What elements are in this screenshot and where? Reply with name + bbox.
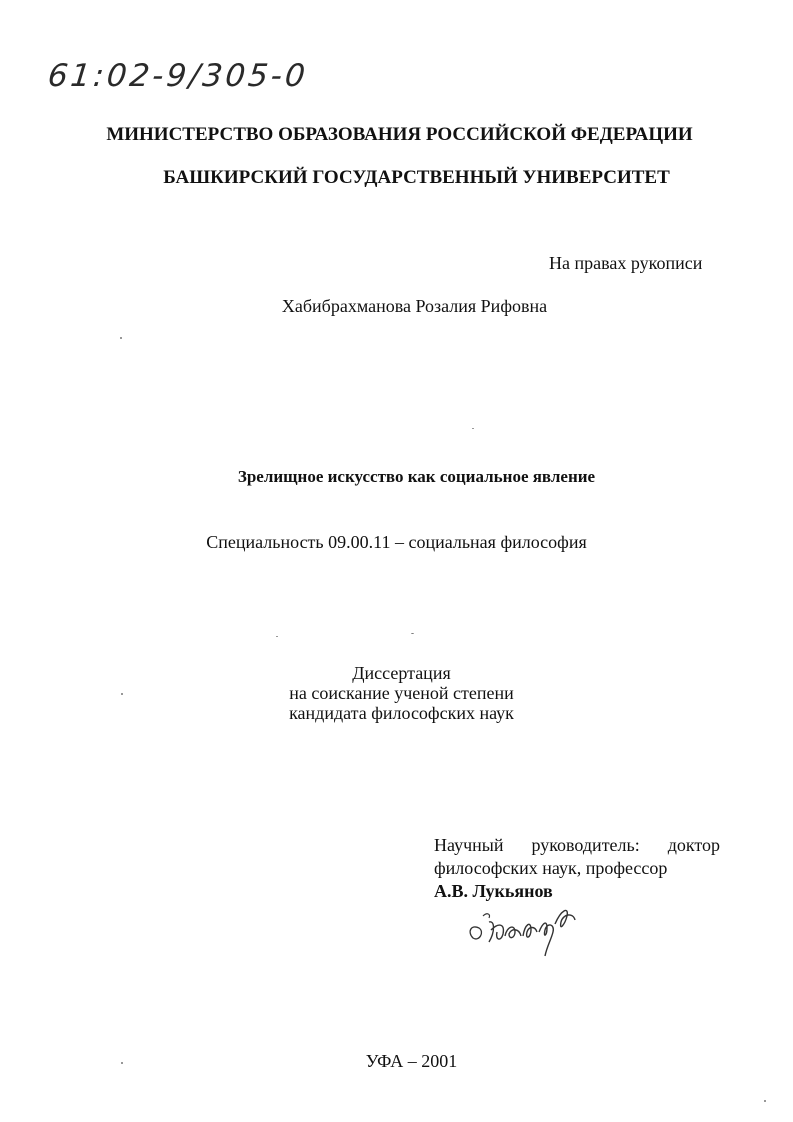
rights-note: На правах рукописи [549, 253, 703, 273]
university-heading: БАШКИРСКИЙ ГОСУДАРСТВЕННЫЙ УНИВЕРСИТЕТ [163, 167, 670, 188]
dissertation-degree-block [0, 663, 793, 723]
scan-speck [472, 428, 474, 429]
author-name: Хабибрахманова Розалия Рифовна [281, 296, 548, 316]
handwritten-signature [465, 902, 590, 964]
scan-speck [121, 1062, 123, 1064]
supervisor-block [434, 834, 720, 903]
scan-speck [121, 693, 123, 695]
dissertation-title: Зрелищное искусство как социальное явление [237, 467, 596, 486]
supervisor-role: Научный руководитель: доктор [434, 835, 720, 855]
city-year: УФА – 2001 [365, 1051, 458, 1071]
dissertation-label: Диссертация [352, 663, 451, 683]
scan-speck [276, 636, 278, 637]
supervisor-name: А.В. Лукьянов [434, 881, 553, 901]
specialty-line: Специальность 09.00.11 – социальная философия [206, 532, 587, 552]
degree-line: на соискание ученой степени [289, 683, 514, 703]
scan-speck [764, 1100, 766, 1102]
degree-field-line: кандидата философских наук [289, 703, 514, 723]
ministry-heading: МИНИСТЕРСТВО ОБРАЗОВАНИЯ РОССИЙСКОЙ ФЕДЕРАЦИИ [106, 124, 693, 145]
scan-speck [411, 633, 414, 634]
supervisor-degree: философских наук, профессор [434, 858, 668, 878]
archive-number-handwritten: 61:02-9/305-0 [46, 58, 310, 94]
scan-speck [120, 337, 122, 339]
